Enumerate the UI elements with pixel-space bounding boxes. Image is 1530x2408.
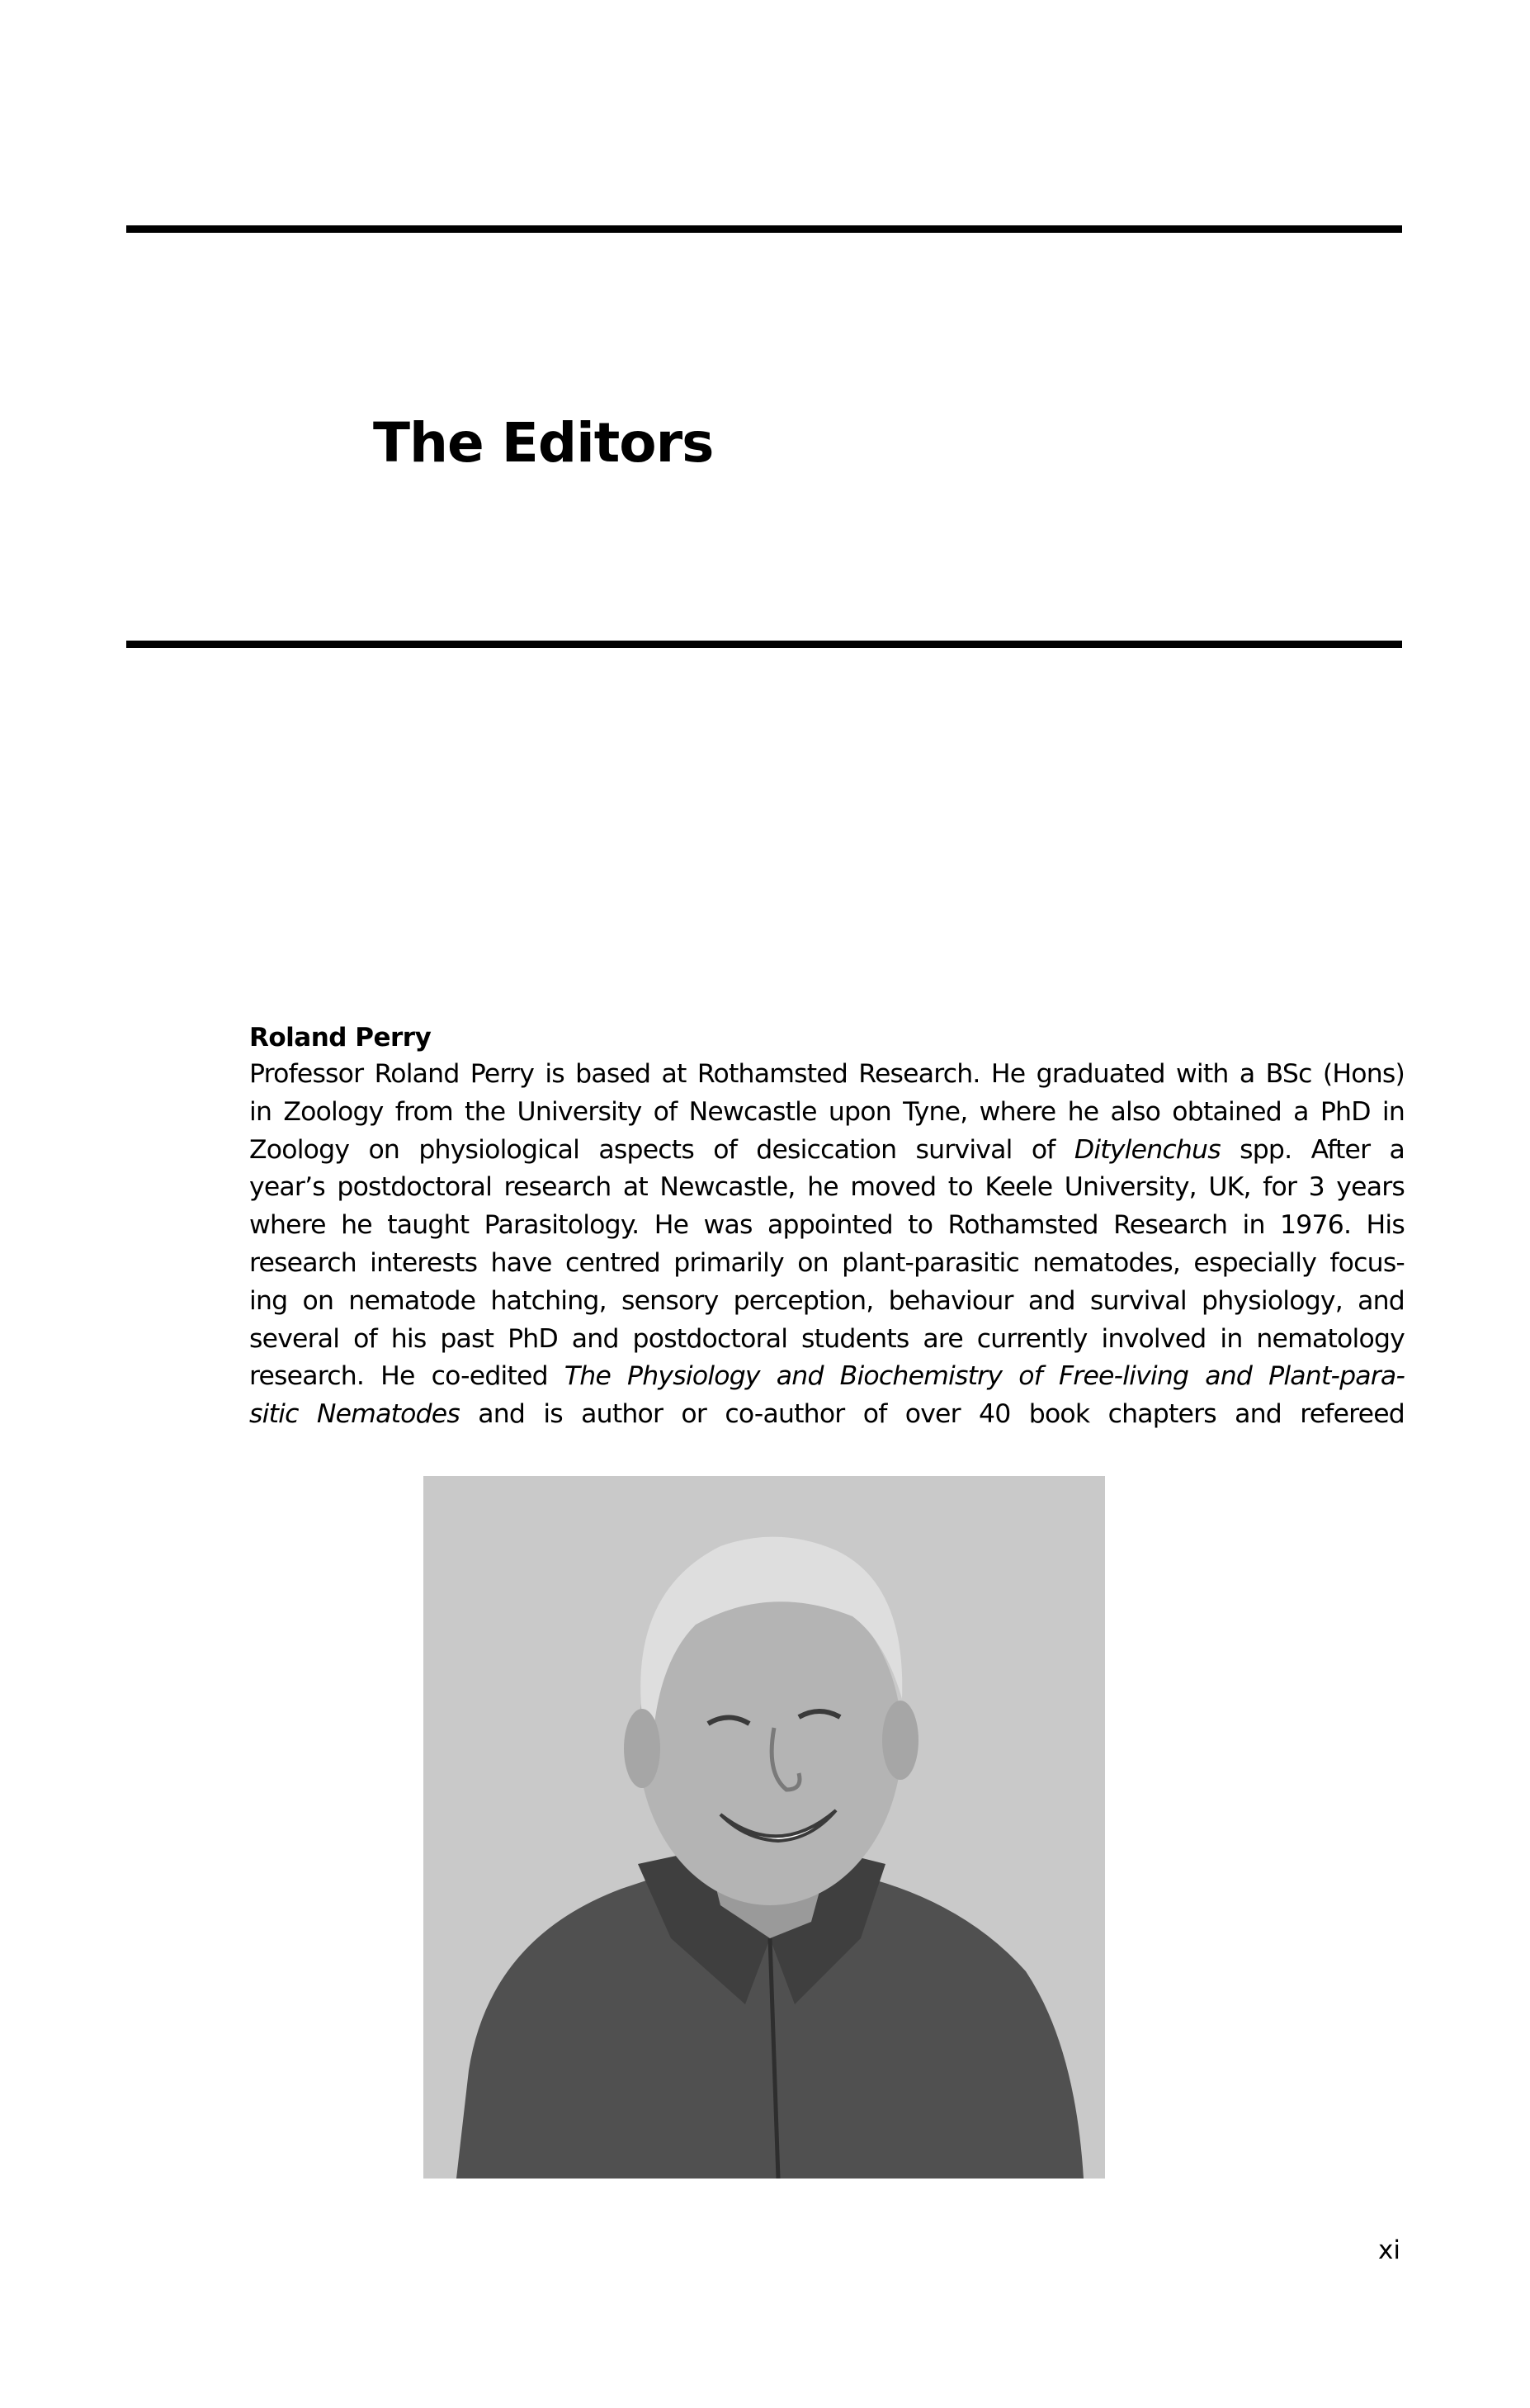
ear-right [882,1701,918,1780]
ear-left [624,1709,660,1788]
page-number: xi [1378,2235,1400,2265]
bio-line: in Zoology from the University of Newcastle upon Tyne, where he also obtained a PhD in [249,1096,1405,1127]
book-title-cont: sitic Nematodes [249,1399,460,1430]
bio-paragraph [249,1056,1405,1434]
species-name: Ditylenchus [1074,1134,1221,1165]
book-title: The Physiology and Biochemistry of Free-living and Plant-para- [564,1361,1405,1392]
bio-line: Zoology on physiological aspects of desiccation survival of Ditylenchus spp. After a [249,1134,1405,1165]
editor-portrait-photo [423,1476,1105,2179]
bio-line: year’s postdoctoral research at Newcastle, he moved to Keele University, UK, for 3 years [249,1172,1405,1203]
bio-line: where he taught Parasitology. He was appointed to Rothamsted Research in 1976. His [249,1210,1405,1241]
bio-line: several of his past PhD and postdoctoral students are currently involved in nematology [249,1323,1405,1354]
editor-bio [249,1019,1405,1434]
portrait-illustration [423,1476,1105,2179]
bottom-rule [126,641,1402,648]
bio-line: research. He co-edited The Physiology and Biochemistry of Free-living and Plant-para- [249,1361,1405,1392]
editor-name: Roland Perry [249,1023,432,1053]
bio-line: Professor Roland Perry is based at Rothamsted Research. He graduated with a BSc (Hons) [249,1059,1405,1089]
bio-line: research interests have centred primarily on plant-parasitic nematodes, especially focus- [249,1247,1405,1278]
top-rule [126,225,1402,233]
bio-line: ing on nematode hatching, sensory perception, behaviour and survival physiology, and [249,1285,1405,1316]
bio-line: sitic Nematodes and is author or co-author of over 40 book chapters and refereed [249,1399,1405,1430]
chapter-title: The Editors [373,411,714,475]
